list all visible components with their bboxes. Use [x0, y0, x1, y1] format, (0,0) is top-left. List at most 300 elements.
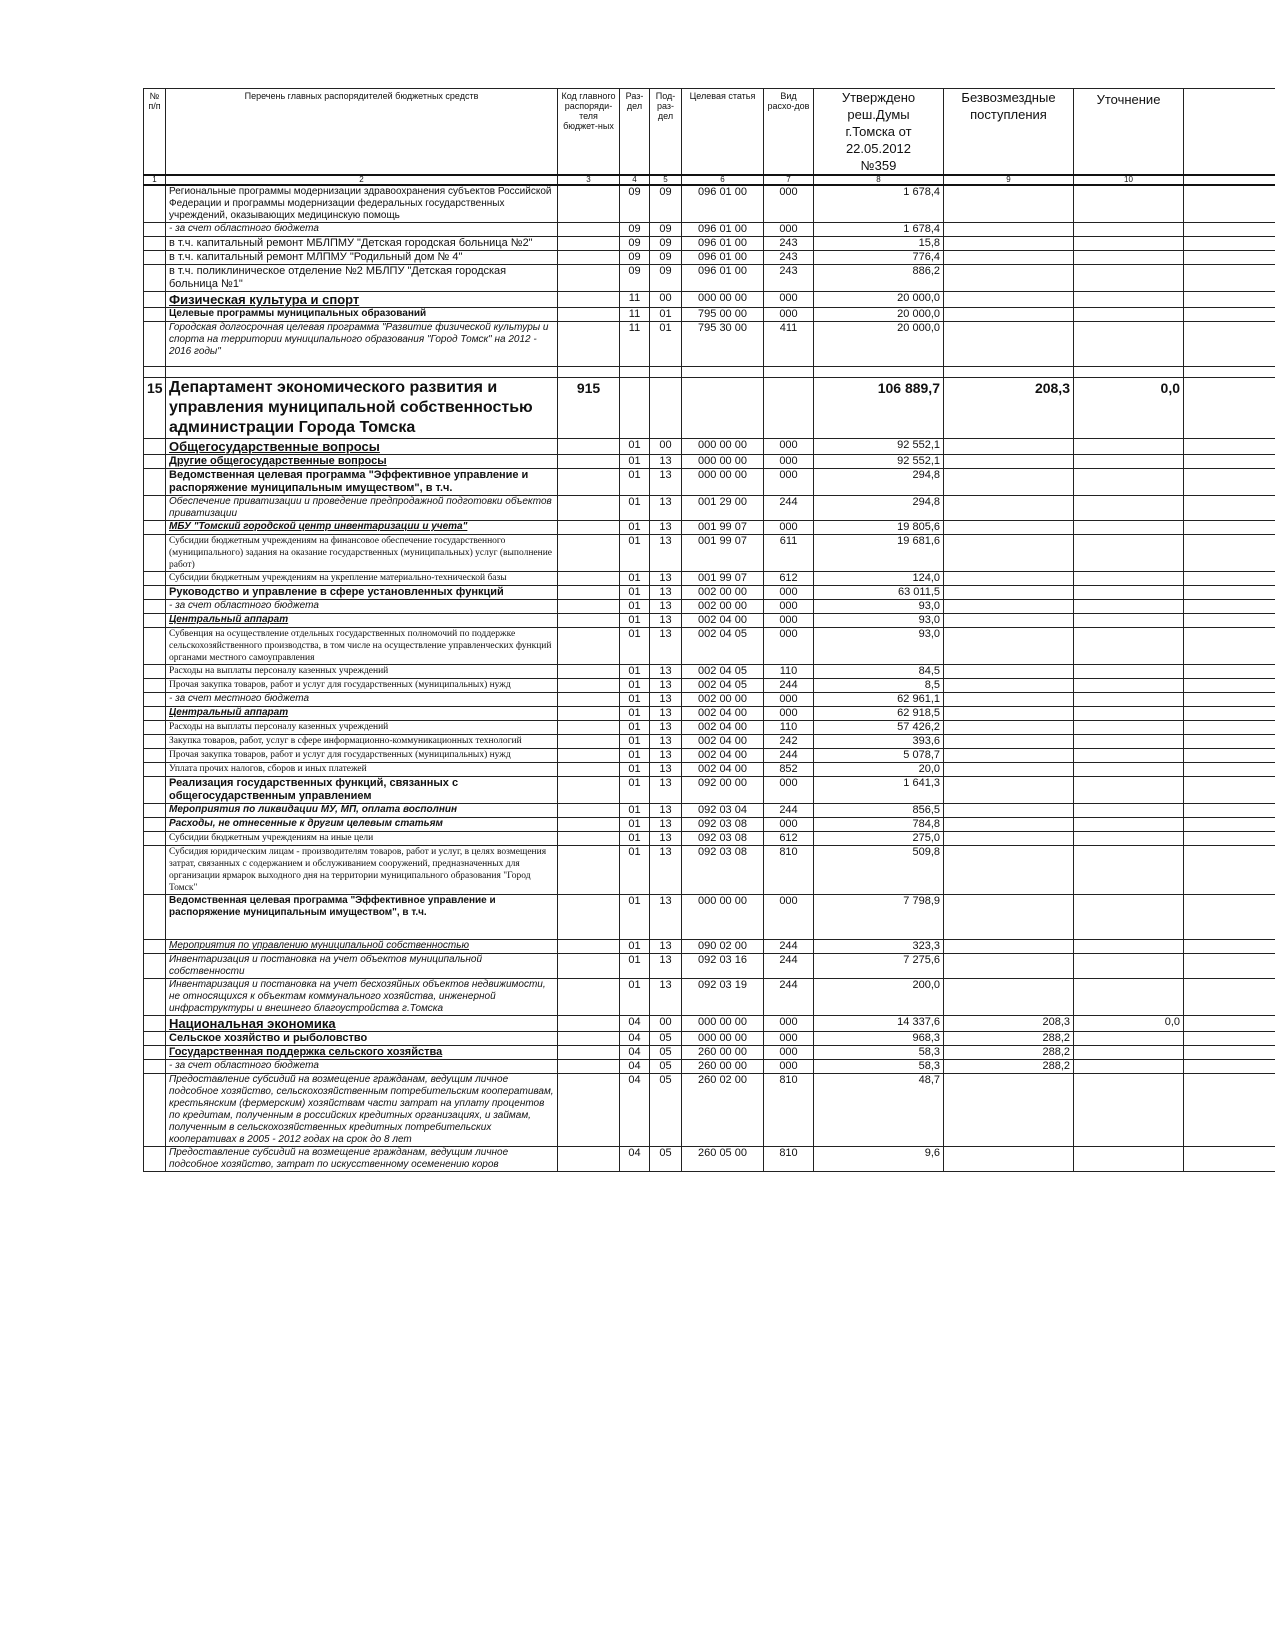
colnum: 8: [814, 175, 944, 185]
row-number: 15: [144, 378, 166, 439]
row-expense-type: 000: [764, 308, 814, 322]
table-row: [144, 586, 1275, 600]
row-adjustment: [1074, 455, 1184, 469]
row-adjustment: [1074, 237, 1184, 251]
row-number: [144, 846, 166, 895]
row-target-article: 096 01 00: [682, 185, 764, 223]
row-adjustment: [1074, 735, 1184, 749]
row-code: [558, 521, 620, 535]
row-number: [144, 600, 166, 614]
col-vid-header: Вид расхо-дов: [764, 89, 814, 176]
row-podrazdel: 09: [650, 251, 682, 265]
row-grants: 288,2: [944, 1046, 1074, 1060]
row-razdel: 01: [620, 496, 650, 521]
row-approved: 20,0: [814, 763, 944, 777]
row-expense-type: 852: [764, 763, 814, 777]
row-adjustment: [1074, 628, 1184, 665]
row-target-article: 000 00 00: [682, 895, 764, 940]
row-razdel: 01: [620, 763, 650, 777]
row-expense-type: 244: [764, 954, 814, 979]
table-row: [144, 521, 1275, 535]
row-name: Закупка товаров, работ, услуг в сфере информационно-коммуникационных технологий: [166, 735, 558, 749]
row-expense-type: 000: [764, 223, 814, 237]
row-adjustment: [1074, 818, 1184, 832]
table-row: [144, 665, 1275, 679]
row-code: [558, 777, 620, 804]
row-name: Прочая закупка товаров, работ и услуг для государственных (муниципальных) нужд: [166, 749, 558, 763]
row-podrazdel: 13: [650, 572, 682, 586]
row-target-article: 002 04 00: [682, 735, 764, 749]
budget-table: [143, 88, 1275, 1172]
table-row: [144, 846, 1275, 895]
row-name: Ведомственная целевая программа "Эффективное управление и распоряжение муниципальным имуществом", в т.ч.: [166, 895, 558, 940]
row-expense-type: 000: [764, 628, 814, 665]
row-number: [144, 1046, 166, 1060]
row-grants: [944, 614, 1074, 628]
row-target-article: 002 04 05: [682, 628, 764, 665]
row-podrazdel: 13: [650, 628, 682, 665]
row-grants: [944, 439, 1074, 455]
row-target-article: 092 03 08: [682, 846, 764, 895]
table-row: [144, 721, 1275, 735]
table-row: [144, 322, 1275, 367]
row-razdel: 01: [620, 614, 650, 628]
row-expense-type: 611: [764, 535, 814, 572]
row-grants: [944, 749, 1074, 763]
row-code: [558, 455, 620, 469]
row-razdel: 11: [620, 322, 650, 367]
row-code: [558, 735, 620, 749]
row-approved: 14 337,6: [814, 1016, 944, 1032]
row-grants: [944, 496, 1074, 521]
row-target-article: 092 00 00: [682, 777, 764, 804]
row-expense-type: 110: [764, 665, 814, 679]
row-code: [558, 693, 620, 707]
row-code: [558, 846, 620, 895]
row-razdel: 04: [620, 1147, 650, 1172]
table-row: [144, 496, 1275, 521]
row-razdel: 01: [620, 469, 650, 496]
row-code: [558, 572, 620, 586]
row-razdel: 01: [620, 665, 650, 679]
row-grants: [944, 693, 1074, 707]
row-razdel: 01: [620, 749, 650, 763]
row-grants: [944, 1147, 1074, 1172]
row-grants: [944, 954, 1074, 979]
row-approved: 20 000,0: [814, 292, 944, 308]
row-adjustment: [1074, 586, 1184, 600]
row-podrazdel: 13: [650, 749, 682, 763]
row-target-article: 001 99 07: [682, 521, 764, 535]
row-expense-type: 000: [764, 292, 814, 308]
row-expense-type: 000: [764, 439, 814, 455]
row-name: - за счет областного бюджета: [166, 1060, 558, 1074]
row-name: МБУ "Томский городской центр инвентаризации и учета": [166, 521, 558, 535]
row-name: Субсидии бюджетным учреждениям на иные цели: [166, 832, 558, 846]
row-name: Мероприятия по ликвидации МУ, МП, оплата восполнин: [166, 804, 558, 818]
row-expense-type: [764, 378, 814, 439]
row-razdel: 01: [620, 895, 650, 940]
row-number: [144, 614, 166, 628]
row-razdel: 09: [620, 223, 650, 237]
row-expense-type: 243: [764, 265, 814, 292]
row-name: - за счет местного бюджета: [166, 693, 558, 707]
row-name: Городская долгосрочная целевая программа "Развитие физической культуры и спорта на территории муниципального образования "Город Томск" на 2012 - 2016 годы": [166, 322, 558, 367]
table-header-row: [144, 89, 1275, 176]
row-target-article: 090 02 00: [682, 940, 764, 954]
row-grants: 288,2: [944, 1032, 1074, 1046]
row-razdel: 01: [620, 455, 650, 469]
row-expense-type: 000: [764, 521, 814, 535]
row-name: Прочая закупка товаров, работ и услуг для государственных (муниципальных) нужд: [166, 679, 558, 693]
row-expense-type: 242: [764, 735, 814, 749]
table-row: [144, 378, 1275, 439]
row-grants: 288,2: [944, 1060, 1074, 1074]
row-target-article: 000 00 00: [682, 1032, 764, 1046]
row-target-article: 260 00 00: [682, 1046, 764, 1060]
row-adjustment: [1074, 1060, 1184, 1074]
row-adjustment: [1074, 185, 1184, 223]
row-expense-type: 000: [764, 1032, 814, 1046]
row-number: [144, 572, 166, 586]
row-grants: [944, 251, 1074, 265]
row-adjustment: [1074, 777, 1184, 804]
table-row: [144, 832, 1275, 846]
row-code: [558, 818, 620, 832]
row-number: [144, 292, 166, 308]
table-row: [144, 979, 1275, 1016]
row-razdel: 01: [620, 439, 650, 455]
row-razdel: 01: [620, 521, 650, 535]
row-grants: [944, 322, 1074, 367]
row-approved: 294,8: [814, 469, 944, 496]
row-code: [558, 496, 620, 521]
table-row: [144, 679, 1275, 693]
table-row: [144, 185, 1275, 223]
col-num-header: № п/п: [144, 89, 166, 176]
col-celevaya-header: Целевая статья: [682, 89, 764, 176]
row-approved: 784,8: [814, 818, 944, 832]
row-approved: 57 426,2: [814, 721, 944, 735]
row-grants: [944, 707, 1074, 721]
row-grants: [944, 804, 1074, 818]
row-number: [144, 455, 166, 469]
row-approved: 19 805,6: [814, 521, 944, 535]
row-code: 915: [558, 378, 620, 439]
row-approved: 62 918,5: [814, 707, 944, 721]
row-code: [558, 185, 620, 223]
row-podrazdel: 05: [650, 1046, 682, 1060]
row-name: - за счет областного бюджета: [166, 223, 558, 237]
row-number: [144, 251, 166, 265]
row-adjustment: [1074, 895, 1184, 940]
table-row: [144, 439, 1275, 455]
row-podrazdel: 13: [650, 940, 682, 954]
row-adjustment: [1074, 1147, 1184, 1172]
colnum: 3: [558, 175, 620, 185]
row-razdel: 01: [620, 586, 650, 600]
table-row: [144, 1032, 1275, 1046]
row-grants: [944, 679, 1074, 693]
row-razdel: 09: [620, 251, 650, 265]
col-podrazdel-header: Под-раз-дел: [650, 89, 682, 176]
table-row: [144, 818, 1275, 832]
row-target-article: 002 04 00: [682, 707, 764, 721]
row-adjustment: [1074, 614, 1184, 628]
row-code: [558, 804, 620, 818]
row-approved: 63 011,5: [814, 586, 944, 600]
table-row: [144, 707, 1275, 721]
row-podrazdel: 05: [650, 1060, 682, 1074]
row-approved: 393,6: [814, 735, 944, 749]
row-expense-type: 000: [764, 469, 814, 496]
table-row: [144, 572, 1275, 586]
row-podrazdel: 09: [650, 223, 682, 237]
row-approved: 275,0: [814, 832, 944, 846]
row-target-article: 260 05 00: [682, 1147, 764, 1172]
row-razdel: 09: [620, 185, 650, 223]
row-podrazdel: 05: [650, 1147, 682, 1172]
row-approved: 1 678,4: [814, 223, 944, 237]
row-grants: [944, 237, 1074, 251]
row-name: Субсидия юридическим лицам - производителям товаров, работ и услуг, в целях возмещения затрат, связанных с содержанием и обслуживанием сооружений, предназначенных для организации ярмарок выходного дня на территории муниципального образования "Город Томск": [166, 846, 558, 895]
table-row: [144, 777, 1275, 804]
row-razdel: 01: [620, 804, 650, 818]
row-adjustment: [1074, 693, 1184, 707]
row-podrazdel: 13: [650, 777, 682, 804]
table-row: [144, 749, 1275, 763]
row-expense-type: 000: [764, 1016, 814, 1032]
row-target-article: 002 00 00: [682, 693, 764, 707]
row-grants: [944, 455, 1074, 469]
row-grants: [944, 586, 1074, 600]
row-target-article: 092 03 08: [682, 832, 764, 846]
row-podrazdel: 01: [650, 308, 682, 322]
row-approved: 92 552,1: [814, 455, 944, 469]
row-approved: 8,5: [814, 679, 944, 693]
row-adjustment: [1074, 251, 1184, 265]
row-razdel: 01: [620, 535, 650, 572]
row-number: [144, 763, 166, 777]
row-approved: 58,3: [814, 1046, 944, 1060]
row-code: [558, 469, 620, 496]
row-name: в т.ч. капитальный ремонт МБЛПМУ "Детская городская больница №2": [166, 237, 558, 251]
row-approved: 5 078,7: [814, 749, 944, 763]
row-name: Реализация государственных функций, связанных с общегосударственным управлением: [166, 777, 558, 804]
row-approved: 968,3: [814, 1032, 944, 1046]
row-expense-type: 110: [764, 721, 814, 735]
row-grants: [944, 895, 1074, 940]
row-podrazdel: 09: [650, 185, 682, 223]
table-row: [144, 292, 1275, 308]
row-adjustment: 0,0: [1074, 1016, 1184, 1032]
row-name: Руководство и управление в сфере установленных функций: [166, 586, 558, 600]
row-razdel: 09: [620, 265, 650, 292]
row-code: [558, 832, 620, 846]
col-grants-header: Безвозмездные поступления: [944, 89, 1074, 176]
row-number: [144, 735, 166, 749]
row-adjustment: [1074, 846, 1184, 895]
row-podrazdel: 13: [650, 895, 682, 940]
row-expense-type: 244: [764, 496, 814, 521]
row-adjustment: [1074, 439, 1184, 455]
row-razdel: 01: [620, 979, 650, 1016]
row-number: [144, 439, 166, 455]
row-number: [144, 586, 166, 600]
row-number: [144, 707, 166, 721]
row-podrazdel: 13: [650, 586, 682, 600]
row-name: Предоставление субсидий на возмещение гражданам, ведущим личное подсобное хозяйство, затрат по искусственному осеменению коров: [166, 1147, 558, 1172]
row-number: [144, 1147, 166, 1172]
row-adjustment: [1074, 322, 1184, 367]
row-grants: [944, 628, 1074, 665]
row-target-article: 092 03 08: [682, 818, 764, 832]
row-podrazdel: 13: [650, 832, 682, 846]
row-adjustment: [1074, 940, 1184, 954]
row-adjustment: [1074, 265, 1184, 292]
row-target-article: 000 00 00: [682, 439, 764, 455]
row-name: Обеспечение приватизации и проведение предпродажной подготовки объектов приватизации: [166, 496, 558, 521]
col-approved-header: Утверждено реш.Думы г.Томска от 22.05.2012 №359: [814, 89, 944, 176]
row-number: [144, 1032, 166, 1046]
row-target-article: 002 00 00: [682, 600, 764, 614]
row-code: [558, 940, 620, 954]
row-number: [144, 818, 166, 832]
row-expense-type: 000: [764, 693, 814, 707]
row-razdel: 01: [620, 600, 650, 614]
row-podrazdel: 13: [650, 954, 682, 979]
row-target-article: 000 00 00: [682, 455, 764, 469]
row-adjustment: [1074, 804, 1184, 818]
row-code: [558, 895, 620, 940]
row-podrazdel: 00: [650, 1016, 682, 1032]
row-name: Инвентаризация и постановка на учет бесхозяйных объектов недвижимости, не относящихся к объектам коммунального хозяйства, инженерной инфраструктуры и внешнего благоустройства г.Томска: [166, 979, 558, 1016]
row-podrazdel: 00: [650, 439, 682, 455]
row-podrazdel: 13: [650, 535, 682, 572]
row-podrazdel: 09: [650, 265, 682, 292]
col-name-header: Перечень главных распорядителей бюджетных средств: [166, 89, 558, 176]
row-razdel: 01: [620, 707, 650, 721]
row-code: [558, 628, 620, 665]
table-row: [144, 763, 1275, 777]
row-razdel: 04: [620, 1016, 650, 1032]
row-approved: 15,8: [814, 237, 944, 251]
row-podrazdel: 13: [650, 665, 682, 679]
row-code: [558, 954, 620, 979]
row-expense-type: 000: [764, 185, 814, 223]
row-expense-type: 000: [764, 1060, 814, 1074]
row-expense-type: 000: [764, 600, 814, 614]
row-target-article: 795 30 00: [682, 322, 764, 367]
row-name: Ведомственная целевая программа "Эффективное управление и распоряжение муниципальным имуществом", в т.ч.: [166, 469, 558, 496]
row-grants: [944, 600, 1074, 614]
row-podrazdel: 13: [650, 846, 682, 895]
row-number: [144, 721, 166, 735]
row-code: [558, 1060, 620, 1074]
row-adjustment: [1074, 308, 1184, 322]
row-name: Расходы на выплаты персоналу казенных учреждений: [166, 665, 558, 679]
row-name: Региональные программы модернизации здравоохранения субъектов Российской Федерации и программы модернизации федеральных государственных учреждений, оказывающих медицинскую помощь: [166, 185, 558, 223]
row-razdel: 04: [620, 1046, 650, 1060]
row-grants: [944, 535, 1074, 572]
row-code: [558, 322, 620, 367]
row-code: [558, 223, 620, 237]
row-podrazdel: 09: [650, 237, 682, 251]
row-code: [558, 707, 620, 721]
row-grants: [944, 818, 1074, 832]
col-adjust-header: Уточнение: [1074, 89, 1184, 176]
row-razdel: 01: [620, 735, 650, 749]
row-target-article: 002 04 05: [682, 679, 764, 693]
table-row: [144, 237, 1275, 251]
row-target-article: 260 00 00: [682, 1060, 764, 1074]
row-code: [558, 1046, 620, 1060]
row-razdel: 01: [620, 846, 650, 895]
row-name: - за счет областного бюджета: [166, 600, 558, 614]
row-target-article: 096 01 00: [682, 223, 764, 237]
row-razdel: 01: [620, 954, 650, 979]
row-target-article: 002 00 00: [682, 586, 764, 600]
row-number: [144, 895, 166, 940]
row-approved: 124,0: [814, 572, 944, 586]
row-adjustment: [1074, 749, 1184, 763]
row-code: [558, 665, 620, 679]
row-adjustment: [1074, 496, 1184, 521]
row-grants: [944, 665, 1074, 679]
row-razdel: 11: [620, 292, 650, 308]
colnum: 5: [650, 175, 682, 185]
row-code: [558, 265, 620, 292]
row-podrazdel: 05: [650, 1074, 682, 1147]
colnum: 6: [682, 175, 764, 185]
row-target-article: 096 01 00: [682, 251, 764, 265]
row-adjustment: [1074, 1032, 1184, 1046]
row-code: [558, 535, 620, 572]
row-grants: [944, 846, 1074, 895]
row-grants: [944, 469, 1074, 496]
row-expense-type: 000: [764, 455, 814, 469]
table-row: [144, 455, 1275, 469]
row-name: в т.ч. капитальный ремонт МЛПМУ "Родильный дом № 4": [166, 251, 558, 265]
row-podrazdel: 13: [650, 804, 682, 818]
row-code: [558, 1016, 620, 1032]
row-expense-type: 000: [764, 818, 814, 832]
row-number: [144, 1016, 166, 1032]
row-expense-type: 000: [764, 586, 814, 600]
row-expense-type: 244: [764, 804, 814, 818]
row-podrazdel: 13: [650, 679, 682, 693]
row-code: [558, 251, 620, 265]
row-code: [558, 763, 620, 777]
colnum: 2: [166, 175, 558, 185]
row-number: [144, 693, 166, 707]
row-grants: 208,3: [944, 378, 1074, 439]
row-grants: [944, 185, 1074, 223]
row-expense-type: 810: [764, 1147, 814, 1172]
row-number: [144, 521, 166, 535]
row-podrazdel: 01: [650, 322, 682, 367]
row-number: [144, 1074, 166, 1147]
table-row: [144, 735, 1275, 749]
row-podrazdel: 13: [650, 693, 682, 707]
row-expense-type: 000: [764, 777, 814, 804]
row-approved: 200,0: [814, 979, 944, 1016]
row-approved: 20 000,0: [814, 308, 944, 322]
row-target-article: 002 04 00: [682, 614, 764, 628]
row-name: Субсидии бюджетным учреждениям на финансовое обеспечение государственного (муниципального) задания на оказание государственных (муниципальных) услуг (выполнение работ): [166, 535, 558, 572]
row-podrazdel: 00: [650, 292, 682, 308]
row-expense-type: 244: [764, 940, 814, 954]
